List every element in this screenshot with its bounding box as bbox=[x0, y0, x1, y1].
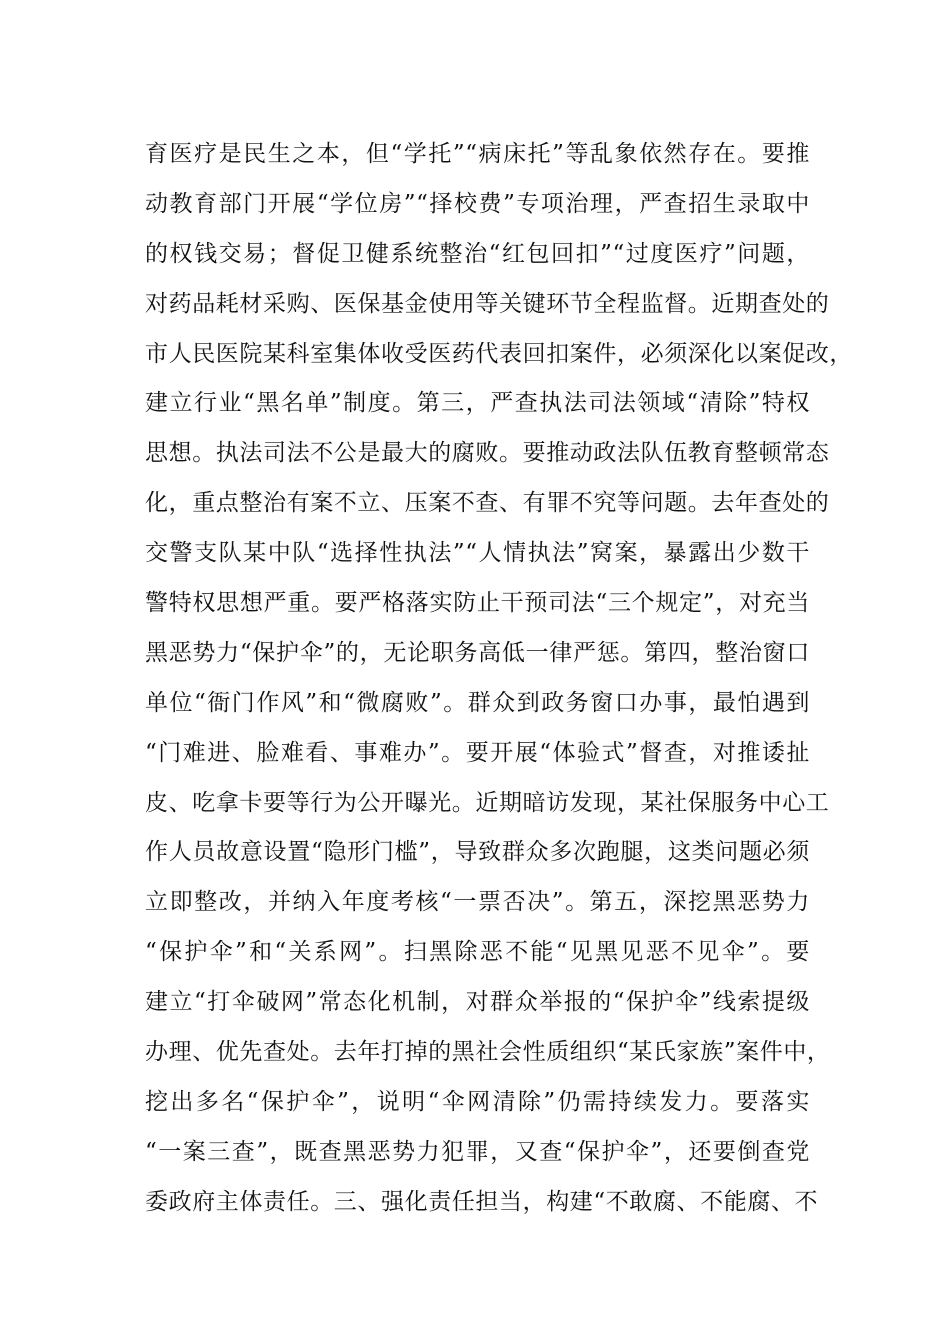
text-line-19: 办理、优先查处。去年打掉的黑社会性质组织“某氏家族”案件中， bbox=[145, 1039, 831, 1066]
text-line-1: 育医疗是民生之本，但“学托”“病床托”等乱象依然存在。要推 bbox=[145, 141, 810, 167]
body-text bbox=[145, 130, 853, 1228]
text-line-12: 单位“衙门作风”和“微腐败”。群众到政务窗口办事，最怕遇到 bbox=[145, 689, 810, 716]
text-line-21: “一案三查”，既查黑恶势力犯罪，又查“保护伞”，还要倒查党 bbox=[145, 1138, 810, 1165]
text-line-22: 委政府主体责任。三、强化责任担当，构建“不敢腐、不能腐、不 bbox=[145, 1188, 819, 1215]
text-line-18: 建立“打伞破网”常态化机制，对群众举报的“保护伞”线索提级 bbox=[145, 989, 810, 1016]
text-line-17: “保护伞”和“关系网”。扫黑除恶不能“见黑见恶不见伞”。要 bbox=[145, 939, 810, 966]
text-line-3: 的权钱交易；督促卫健系统整治“红包回扣”“过度医疗”问题， bbox=[145, 240, 810, 267]
text-line-7: 思想。执法司法不公是最大的腐败。要推动政法队伍教育整顿常态 bbox=[145, 440, 830, 467]
text-line-10: 警特权思想严重。要严格落实防止干预司法“三个规定”，对充当 bbox=[145, 590, 810, 617]
text-line-4: 对药品耗材采购、医保基金使用等关键环节全程监督。近期查处的 bbox=[145, 290, 830, 317]
text-line-9: 交警支队某中队“选择性执法”“人情执法”窝案，暴露出少数干 bbox=[145, 540, 810, 567]
text-line-20: 挖出多名“保护伞”，说明“伞网清除”仍需持续发力。要落实 bbox=[145, 1088, 810, 1115]
text-line-15: 作人员故意设置“隐形门槛”，导致群众多次跑腿，这类问题必须 bbox=[145, 839, 810, 866]
text-line-14: 皮、吃拿卡要等行为公开曝光。近期暗访发现，某社保服务中心工 bbox=[145, 789, 830, 816]
text-line-16: 立即整改，并纳入年度考核“一票否决”。第五，深挖黑恶势力 bbox=[145, 889, 810, 916]
text-line-11: 黑恶势力“保护伞”的，无论职务高低一律严惩。第四，整治窗口 bbox=[145, 639, 810, 666]
text-line-6: 建立行业“黑名单”制度。第三，严查执法司法领域“清除”特权 bbox=[145, 390, 810, 417]
text-line-5: 市人民医院某科室集体收受医药代表回扣案件，必须深化以案促改， bbox=[145, 340, 853, 367]
text-line-8: 化，重点整治有案不立、压案不查、有罪不究等问题。去年查处的 bbox=[145, 490, 830, 517]
text-line-2: 动教育部门开展“学位房”“择校费”专项治理，严查招生录取中 bbox=[145, 190, 810, 217]
text-line-13: “门难进、脸难看、事难办”。要开展“体验式”督查，对推诿扯 bbox=[145, 739, 810, 766]
